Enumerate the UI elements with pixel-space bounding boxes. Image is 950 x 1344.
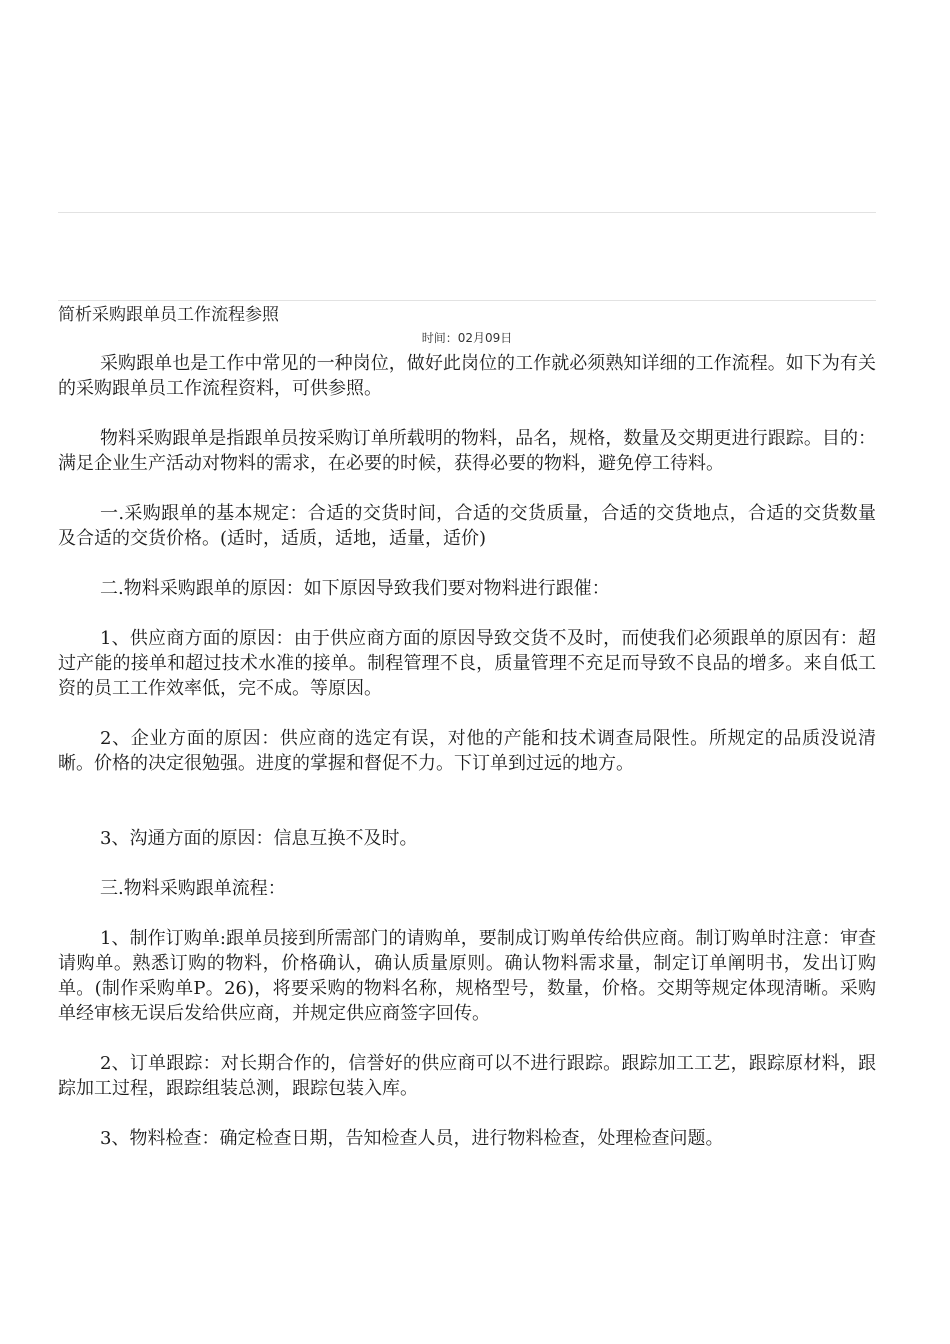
document-title: 简析采购跟单员工作流程参照: [58, 305, 279, 325]
paragraph: 2、订单跟踪：对长期合作的，信誉好的供应商可以不进行跟踪。跟踪加工工艺，跟踪原材料，跟踪加工过程，跟踪组装总测，跟踪包装入库。: [58, 1053, 876, 1099]
paragraph: 3、物料检查：确定检查日期，告知检查人员，进行物料检查，处理检查问题。: [100, 1128, 724, 1149]
paragraph: 物料采购跟单是指跟单员按采购订单所载明的物料，品名，规格，数量及交期更进行跟踪。目的：满足企业生产活动对物料的需求，在必要的时候，获得必要的物料，避免停工待料。: [58, 428, 876, 474]
paragraph: 一.采购跟单的基本规定：合适的交货时间，合适的交货质量，合适的交货地点，合适的交货数量及合适的交货价格。(适时，适质，适地，适量，适价): [58, 503, 876, 549]
paragraph: 二.物料采购跟单的原因：如下原因导致我们要对物料进行跟催：: [100, 578, 610, 599]
paragraph: 采购跟单也是工作中常见的一种岗位，做好此岗位的工作就必须熟知详细的工作流程。如下为有关的采购跟单员工作流程资料，可供参照。: [58, 353, 876, 399]
paragraph: 1、制作订购单:跟单员接到所需部门的请购单，要制成订购单传给供应商。制订购单时注意：审查请购单。熟悉订购的物料，价格确认，确认质量原则。确认物料需求量，制定订单阐明书，发出订购单。(制作采购单P。26)，将要采购的物料名称，规格型号，数量，价格。交期等规定体现清晰。采购单经审核无误后发给供应商，并规定供应商签字回传。: [58, 928, 876, 1024]
paragraph: 2、企业方面的原因：供应商的选定有误，对他的产能和技术调查局限性。所规定的品质没说清晰。价格的决定很勉强。进度的掌握和督促不力。下订单到过远的地方。: [58, 728, 876, 774]
document-date: 时间：02月09日: [421, 331, 513, 345]
document-body: [58, 351, 876, 1151]
paragraph: 三.物料采购跟单流程：: [100, 878, 286, 899]
top-divider: [58, 212, 876, 213]
paragraph: 3、沟通方面的原因：信息互换不及时。: [100, 828, 418, 849]
title-divider: [58, 300, 876, 301]
paragraph: 1、供应商方面的原因：由于供应商方面的原因导致交货不及时，而使我们必须跟单的原因有：超过产能的接单和超过技术水准的接单。制程管理不良，质量管理不充足而导致不良品的增多。来自低工资的员工工作效率低，完不成。等原因。: [58, 628, 876, 699]
